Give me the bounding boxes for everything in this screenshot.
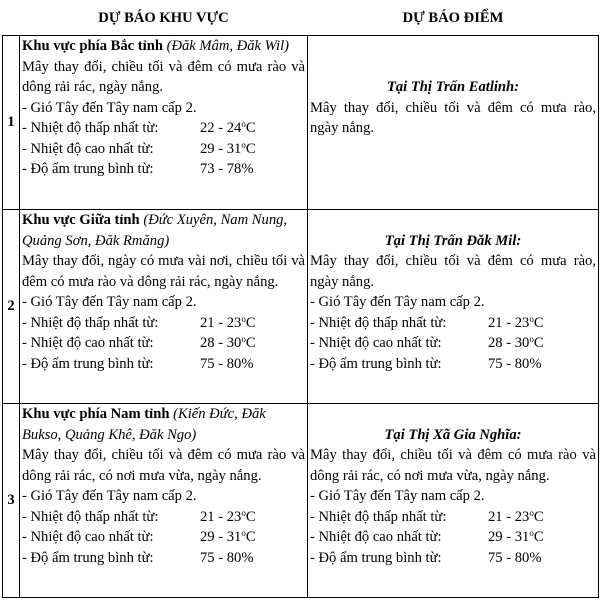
- point-max-temp-label: - Nhiệt độ cao nhất từ:: [310, 529, 442, 545]
- table-row: [3, 404, 599, 598]
- header-area: DỰ BÁO KHU VỰC: [20, 1, 308, 36]
- point-max-temp-value: 28 - 30$^o$C: [488, 334, 544, 351]
- point-min-temp-label: - Nhiệt độ thấp nhất từ:: [310, 314, 447, 331]
- min-temp-label: - Nhiệt độ thấp nhất từ:: [22, 508, 159, 525]
- area-forecast-cell: [20, 36, 308, 210]
- min-temp-line: [22, 507, 305, 528]
- min-temp-label: - Nhiệt độ thấp nhất từ:: [22, 120, 159, 136]
- point-min-temp-label: - Nhiệt độ thấp nhất từ:: [310, 508, 447, 525]
- min-temp-line: [22, 118, 305, 139]
- min-temp-value: 21 - 23$^o$C: [200, 313, 256, 331]
- area-forecast-cell: [20, 404, 308, 598]
- row-number: 1: [3, 36, 20, 210]
- point-humidity-line: [310, 548, 596, 569]
- point-description: Mây thay đổi, chiều tối và đêm có mưa rào và dông rải rác, có nơi mưa vừa, ngày nắng.: [310, 447, 596, 484]
- min-temp-line: [22, 313, 305, 334]
- area-description: Mây thay đổi, chiều tối và đêm có mưa rào và dông rải rác, có nơi mưa vừa, ngày nắng.: [22, 447, 305, 484]
- max-temp-value: 29 - 31$^o$C: [200, 528, 256, 545]
- point-humidity-label: - Độ ẩm trung bình từ:: [310, 549, 442, 566]
- humidity-label: - Độ ẩm trung bình từ:: [22, 161, 154, 177]
- area-description: Mây thay đổi, chiều tối và đêm có mưa rào và dông rải rác, ngày nắng.: [22, 58, 305, 95]
- max-temp-label: - Nhiệt độ cao nhất từ:: [22, 140, 154, 157]
- table-header-row: [3, 1, 599, 36]
- humidity-value: 75 - 80%: [200, 549, 254, 566]
- point-max-temp-line: [310, 527, 596, 548]
- forecast-table: [2, 1, 599, 598]
- humidity-label: - Độ ẩm trung bình từ:: [22, 355, 154, 372]
- area-name: Khu vực phía Nam tỉnh: [22, 406, 170, 422]
- point-wind-text: - Gió Tây đến Tây nam cấp 2.: [310, 488, 485, 504]
- area-detail: (Đăk Mâm, Đăk Wil): [166, 38, 290, 54]
- humidity-label: - Độ ẩm trung bình từ:: [22, 549, 154, 566]
- header-point: DỰ BÁO ĐIỂM: [308, 1, 599, 36]
- area-detail: (Đức Xuyên, Nam Nung, Quảng Sơn, Đăk Rmăng): [22, 212, 288, 249]
- row-number: 2: [3, 210, 20, 404]
- min-temp-value: 22 - 24$^o$C: [200, 119, 256, 136]
- max-temp-line: [22, 527, 305, 548]
- max-temp-value: 29 - 31$^o$C: [200, 139, 256, 157]
- point-humidity-label: - Độ ẩm trung bình từ:: [310, 355, 442, 372]
- humidity-value: 75 - 80%: [200, 355, 254, 372]
- point-title: Tại Thị Xã Gia Nghĩa:: [384, 426, 522, 443]
- point-humidity-value: 75 - 80%: [488, 355, 542, 372]
- point-min-temp-line: [310, 507, 596, 528]
- area-description: Mây thay đổi, ngày có mưa vài nơi, chiều tối và đêm có mưa rào và dông rải rác, ngày nắng.: [22, 253, 305, 290]
- point-max-temp-line: [310, 333, 596, 354]
- point-title: Tại Thị Trấn Eatlinh:: [386, 79, 520, 95]
- point-forecast-cell: [308, 404, 599, 598]
- point-description: Mây thay đổi, chiều tối và đêm có mưa rào, ngày nắng.: [310, 253, 596, 290]
- table-row: [3, 36, 599, 210]
- min-temp-label: - Nhiệt độ thấp nhất từ:: [22, 314, 159, 331]
- wind-text: - Gió Tây đến Tây nam cấp 2.: [22, 294, 197, 310]
- point-forecast-cell: [308, 210, 599, 404]
- max-temp-line: [22, 333, 305, 354]
- area-detail: (Kiến Đức, Đăk Bukso, Quảng Khê, Đăk Ngo): [22, 406, 266, 443]
- wind-text: - Gió Tây đến Tây nam cấp 2.: [22, 488, 197, 504]
- area-name: Khu vực Giữa tỉnh: [22, 212, 140, 228]
- max-temp-value: 28 - 30$^o$C: [200, 334, 256, 351]
- point-min-temp-value: 21 - 23$^o$C: [488, 507, 544, 525]
- area-title: [22, 36, 305, 57]
- point-humidity-value: 75 - 80%: [488, 549, 542, 566]
- point-wind-text: - Gió Tây đến Tây nam cấp 2.: [310, 294, 485, 310]
- area-name: Khu vực phía Bắc tỉnh: [22, 38, 163, 54]
- point-max-temp-label: - Nhiệt độ cao nhất từ:: [310, 335, 442, 351]
- wind-text: - Gió Tây đến Tây nam cấp 2.: [22, 99, 197, 116]
- humidity-value: 73 - 78%: [200, 161, 254, 177]
- point-max-temp-value: 29 - 31$^o$C: [488, 528, 544, 545]
- max-temp-line: [22, 139, 305, 160]
- point-humidity-line: [310, 354, 596, 375]
- humidity-line: [22, 354, 305, 375]
- point-min-temp-line: [310, 313, 596, 334]
- humidity-line: [22, 159, 305, 180]
- max-temp-label: - Nhiệt độ cao nhất từ:: [22, 335, 154, 351]
- max-temp-label: - Nhiệt độ cao nhất từ:: [22, 529, 154, 545]
- area-forecast-cell: [20, 210, 308, 404]
- point-description: Mây thay đổi, chiều tối và đêm có mưa rào, ngày nắng.: [310, 99, 596, 136]
- row-number: 3: [3, 404, 20, 598]
- point-min-temp-value: 21 - 23$^o$C: [488, 313, 544, 331]
- header-num-cell: [3, 1, 20, 36]
- point-title: Tại Thị Trấn Đăk Mil:: [384, 232, 522, 249]
- humidity-line: [22, 548, 305, 569]
- point-forecast-cell: [308, 36, 599, 210]
- area-title: [22, 210, 305, 251]
- area-title: [22, 404, 305, 445]
- table-row: [3, 210, 599, 404]
- min-temp-value: 21 - 23$^o$C: [200, 507, 256, 525]
